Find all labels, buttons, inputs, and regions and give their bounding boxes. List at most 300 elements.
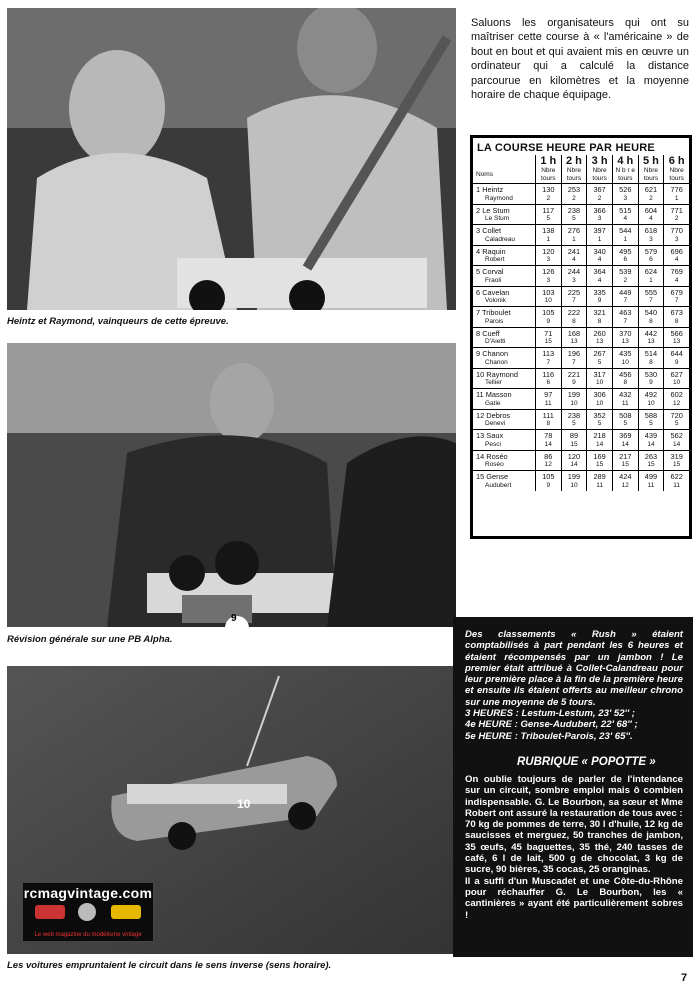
position-cell: 1 [638,277,664,287]
table-row-positions [473,195,689,205]
team-rank: 5 [476,267,481,276]
logo-car-icon [35,905,65,919]
team-name [473,450,535,461]
tours-cell: 126 [535,266,561,277]
position-cell: 6 [535,379,561,389]
position-cell: 2 [535,195,561,205]
position-cell: 15 [587,461,613,471]
table-row [473,430,689,441]
tours-cell: 340 [587,245,613,256]
table-row-positions [473,297,689,307]
tours-cell: 71 [535,327,561,338]
position-cell: 9 [535,482,561,491]
position-cell: 15 [638,461,664,471]
position-cell: 14 [638,441,664,451]
tours-cell: 544 [612,225,638,236]
position-cell: 8 [561,318,587,328]
pilot-1: Roséo [486,451,508,461]
tours-cell: 442 [638,327,664,338]
tours-cell: 138 [535,225,561,236]
position-cell: 7 [535,359,561,369]
tours-cell: 276 [561,225,587,236]
tours-cell: 770 [664,225,689,236]
hour-header: 4 h [612,155,638,167]
team-rank: 1 [476,185,481,194]
position-cell: 8 [638,318,664,328]
table-row [473,204,689,215]
team-rank: 10 [476,369,485,379]
hour-header: 2 h [561,155,587,167]
photo1-caption: Heintz et Raymond, vainqueurs de cette épreuve. [7,316,229,327]
position-cell: 7 [561,359,587,369]
table-row-positions [473,420,689,430]
table-row-positions [473,482,689,491]
position-cell: 15 [535,338,561,348]
team-rank: 14 [476,451,485,461]
table-row [473,471,689,482]
tours-cell: 116 [535,368,561,379]
tours-cell: 644 [664,348,689,359]
rubrique-title: RUBRIQUE « POPOTTE » [517,755,656,768]
tours-cell: 78 [535,430,561,441]
tours-cell: 199 [561,471,587,482]
pilot-1: Gense [486,472,509,481]
position-cell: 3 [674,235,679,243]
position-cell: 1 [612,236,638,246]
tours-cell: 244 [561,266,587,277]
position-cell: 14 [535,441,561,451]
rush-result-4h: 4e HEURE : Gense-Audubert, 22' 68'' ; [465,719,638,731]
tours-cell: 495 [612,245,638,256]
tours-cell: 260 [587,327,613,338]
team-rank: 11 [476,390,484,399]
team-name [473,286,535,297]
team-name [473,430,535,441]
tours-cell: 456 [612,368,638,379]
tours-cell: 397 [587,225,613,236]
position-cell: 5 [535,215,561,225]
pilot-2: Volonik [473,297,535,307]
table-row-positions [473,256,689,266]
tours-cell: 621 [638,184,664,195]
tours-cell: 199 [561,389,587,400]
team-rank: 9 [476,349,481,358]
position-cell: 9 [587,297,613,307]
position-cell: 2 [561,195,587,205]
tours-cell: 604 [638,204,664,215]
tours-cell: 449 [612,286,638,297]
position-cell: 1 [535,236,561,246]
team-name [473,266,535,277]
position-cell: 5 [587,420,613,430]
table-row [473,409,689,420]
position-cell: 8 [674,317,679,325]
results-table [470,135,692,539]
position-cell: 10 [638,400,664,410]
pilot-1: Debros [486,410,511,420]
position-cell: 11 [638,482,664,491]
team-name [473,389,535,400]
tours-cell: 335 [587,286,613,297]
sign-number: 9 [231,613,237,624]
position-cell: 8 [535,420,561,430]
position-cell: 10 [561,482,587,491]
tours-cell: 263 [638,450,664,461]
photo-car-on-track [7,666,456,954]
pilot-1: Saux [486,431,504,440]
tours-cell: 562 [664,430,689,441]
tours-cell: 111 [535,409,561,420]
tours-cell: 222 [561,307,587,318]
pilot-1: Collet [482,226,502,235]
position-cell: 5 [638,420,664,430]
tours-cell: 120 [535,245,561,256]
photo3-caption: Les voitures empruntaient le circuit dans le sens inverse (sens horaire). [7,960,332,971]
pilot-2: Le Stum [473,215,535,225]
table-row-positions [473,461,689,471]
position-cell: 10 [587,400,613,410]
photo-pb-alpha [7,343,456,627]
table-row [473,266,689,277]
tours-cell: 499 [638,471,664,482]
team-rank: 15 [476,472,485,481]
tours-cell: 117 [535,204,561,215]
tours-cell: 515 [612,204,638,215]
tours-cell: 221 [561,368,587,379]
position-cell: 3 [638,236,664,246]
tours-cell: 321 [587,307,613,318]
position-cell: 8 [638,359,664,369]
position-cell: 5 [561,420,587,430]
rcmagvintage-logo [22,882,154,942]
team-name [473,327,535,338]
hour-header: 6 h [668,155,685,167]
position-cell: 1 [587,236,613,246]
position-cell: 13 [587,338,613,348]
pilot-1: Cavelan [482,287,510,297]
pilot-1: Raquin [482,246,506,256]
position-cell: 5 [561,215,587,225]
tours-cell: 352 [587,409,613,420]
table-row [473,327,689,338]
team-name [473,471,535,482]
position-cell: 10 [673,379,681,386]
tours-header: Nbre tours [561,167,587,184]
names-header: Noms [473,167,535,184]
tours-cell: 225 [561,286,587,297]
position-cell: 3 [561,277,587,287]
column-header-row [473,167,689,184]
hour-header: 1 h [535,155,561,167]
position-cell: 14 [587,441,613,451]
position-cell: 14 [612,441,638,451]
position-cell: 5 [612,420,638,430]
tours-cell: 217 [612,450,638,461]
tours-cell: 97 [535,389,561,400]
tours-cell: 776 [664,184,689,195]
tours-header: N b r e tours [612,167,638,184]
position-cell: 9 [638,379,664,389]
team-rank: 7 [476,308,481,317]
position-cell: 7 [674,297,679,304]
tours-cell: 627 [664,368,689,379]
pilot-2: Roséo [473,461,535,471]
position-cell: 6 [612,256,638,266]
rush-popotte-box [453,617,693,957]
pilot-1: Heintz [482,185,504,194]
table-row-positions [473,215,689,225]
position-cell: 13 [612,338,638,348]
tours-cell: 267 [587,348,613,359]
table-row-positions [473,379,689,389]
pilot-2: Pesci [473,441,535,451]
position-cell: 10 [561,400,587,410]
team-rank: 4 [476,246,481,256]
position-cell: 7 [638,297,664,307]
pilot-2: Raymond [473,195,535,205]
tours-cell: 241 [561,245,587,256]
tours-cell: 602 [664,389,689,400]
tours-cell: 366 [587,204,613,215]
position-cell: 4 [612,215,638,225]
tours-cell: 588 [638,409,664,420]
hour-header: 5 h [638,155,664,167]
position-cell: 3 [587,215,613,225]
team-rank: 13 [476,431,485,440]
pilot-1: Raymond [486,369,518,379]
tours-cell: 130 [535,184,561,195]
pilot-1: Chanon [482,349,509,358]
table-row [473,286,689,297]
position-cell: 9 [561,379,587,389]
tours-cell: 540 [638,307,664,318]
pilot-2: Chanon [473,359,535,369]
tours-cell: 492 [638,389,664,400]
position-cell: 6 [638,256,664,266]
position-cell: 13 [673,338,681,345]
tours-cell: 432 [612,389,638,400]
tours-cell: 424 [612,471,638,482]
pilot-2: Tellier [473,379,535,389]
team-name [473,184,535,195]
team-name [473,225,535,236]
position-cell: 2 [612,277,638,287]
tours-header: Nbre tours [587,167,613,184]
tours-cell: 120 [561,450,587,461]
logo-text: rcmagvintage.com [23,885,153,901]
tours-cell: 771 [664,204,689,215]
position-cell: 2 [638,195,664,205]
position-cell: 1 [561,236,587,246]
tours-cell: 105 [535,307,561,318]
position-cell: 15 [673,461,681,468]
popotte-paragraph-2: 70 kg de pommes de terre, 30 l d'huile, 12 kg de saucisses et merguez, 50 tranches de jambon, 35 œufs, 45 baguettes, 35 thé, 240 tasses de café, 6 l de lait, 500 g de chocolat, 3 kg de sucre, 90 bières, 35 cocas, 25 oranginas. [465,819,683,876]
tours-cell: 369 [612,430,638,441]
hour-header-row [473,155,689,167]
logo-subtitle: Le web magazine du modélisme vintage [34,932,142,938]
position-cell: 11 [612,400,638,410]
photo-heintz-raymond [7,8,456,310]
position-cell: 3 [612,195,638,205]
course-table [473,155,689,491]
position-cell: 11 [673,481,681,489]
pilot-1: Le Stum [482,205,510,215]
pilot-2: Audubert [473,482,535,491]
position-cell: 3 [535,277,561,287]
tours-cell: 317 [587,368,613,379]
team-rank: 3 [476,226,481,235]
tours-cell: 253 [561,184,587,195]
tours-cell: 289 [587,471,613,482]
table-row-positions [473,441,689,451]
tours-cell: 514 [638,348,664,359]
position-cell: 11 [587,482,613,491]
table-row-positions [473,359,689,369]
team-name [473,348,535,359]
intro-text: Saluons les organisateurs qui ont su maîtriser cette course à « l'américaine » de bout en bout et qui avaient mis en œuvre un ordinateur qui a calculé la distance parcourue en kilomètres et la moyenne horaire de chaque équipage. [471,17,689,102]
tours-cell: 622 [664,471,689,482]
team-rank: 6 [476,287,481,297]
tours-cell: 624 [638,266,664,277]
pilot-1: Cueff [482,328,500,338]
pilot-1: Corval [482,267,504,276]
position-cell: 7 [561,297,587,307]
tours-cell: 218 [587,430,613,441]
tours-cell: 105 [535,471,561,482]
position-cell: 14 [673,440,681,448]
tours-header: Nbre tours [638,167,664,184]
pilot-1: Triboulet [482,308,511,317]
table-row [473,245,689,256]
position-cell: 10 [612,359,638,369]
tours-cell: 555 [638,286,664,297]
position-cell: 4 [587,277,613,287]
table-row-positions [473,236,689,246]
position-cell: 2 [674,215,679,222]
tours-cell: 168 [561,327,587,338]
pilot-2: Robert [473,256,535,266]
table-row-positions [473,338,689,348]
team-name [473,307,535,318]
position-cell: 1 [674,194,679,202]
tours-cell: 508 [612,409,638,420]
tours-cell: 673 [664,307,689,318]
tours-cell: 539 [612,266,638,277]
tours-cell: 526 [612,184,638,195]
tours-cell: 364 [587,266,613,277]
tours-cell: 306 [587,389,613,400]
position-cell: 4 [587,256,613,266]
tours-header: Nbre tours [535,167,561,184]
tours-header: Nbre tours [664,167,689,184]
logo-car2-icon [111,905,141,919]
table-row-positions [473,318,689,328]
tours-cell: 86 [535,450,561,461]
tours-cell: 435 [612,348,638,359]
tours-cell: 238 [561,409,587,420]
tours-cell: 463 [612,307,638,318]
team-rank: 8 [476,328,481,338]
table-row-positions [473,400,689,410]
position-cell: 10 [535,297,561,307]
hour-header: 3 h [587,155,613,167]
position-cell: 13 [638,338,664,348]
photo2-caption: Révision générale sur une PB Alpha. [7,634,173,645]
position-cell: 12 [535,461,561,471]
position-cell: 9 [674,358,679,366]
table-row [473,450,689,461]
tours-cell: 579 [638,245,664,256]
names-spacer [473,155,535,167]
position-cell: 12 [612,482,638,491]
tours-cell: 439 [638,430,664,441]
team-name [473,245,535,256]
pilot-2: D'Aietti [473,338,535,348]
tours-cell: 618 [638,225,664,236]
tours-cell: 769 [664,266,689,277]
page-number: 7 [681,972,688,984]
tours-cell: 238 [561,204,587,215]
position-cell: 12 [673,399,681,407]
team-name [473,204,535,215]
position-cell: 4 [638,215,664,225]
position-cell: 7 [612,318,638,328]
tours-cell: 530 [638,368,664,379]
pilot-2: Denevi [473,420,535,430]
pilot-2: Caladreau [473,236,535,246]
logo-engine-icon [78,903,96,921]
table-row [473,307,689,318]
position-cell: 11 [535,400,561,410]
position-cell: 15 [612,461,638,471]
table-row [473,348,689,359]
position-cell: 14 [561,461,587,471]
pilot-2: Fraoli [473,277,535,287]
position-cell: 3 [535,256,561,266]
team-rank: 2 [476,205,481,215]
pilot-1: Masson [485,390,512,399]
team-name [473,409,535,420]
pilot-2: Parois [473,318,535,328]
pilot-2: Gatie [473,400,535,410]
position-cell: 7 [612,297,638,307]
position-cell: 2 [587,195,613,205]
table-row [473,225,689,236]
position-cell: 13 [561,338,587,348]
position-cell: 4 [674,256,679,263]
tours-cell: 113 [535,348,561,359]
position-cell: 9 [535,318,561,328]
tours-cell: 720 [664,409,689,420]
tours-cell: 696 [664,245,689,256]
car-number: 10 [237,797,251,811]
tours-cell: 679 [664,286,689,297]
table-row [473,368,689,379]
rush-text: Des classements « Rush » étaient comptabilisés à part pendant les 6 heures et étaient récompensés par un jambon ! Le premier était attribué à Collet-Calandreau pour leur première place à la fin de la première heure et ensuite ils étaient offerts au meilleur chrono sur une moyenne de 5 tours. [465,629,683,708]
position-cell: 15 [561,441,587,451]
tours-cell: 319 [664,450,689,461]
table-row [473,389,689,400]
popotte-paragraph-3: Il a suffi d'un Muscadet et une Côte-du-Rhône pour réchauffer G. Le Bourbon, les « cantinières » ayant été particulièrement sobres ! [465,875,683,921]
team-name [473,368,535,379]
position-cell: 8 [612,379,638,389]
table-title: LA COURSE HEURE PAR HEURE [477,142,655,154]
tours-cell: 169 [587,450,613,461]
tours-cell: 103 [535,286,561,297]
tours-cell: 367 [587,184,613,195]
position-cell: 4 [561,256,587,266]
rush-result-5h: 5e HEURE : Triboulet-Parois, 23' 65''. [465,730,633,742]
